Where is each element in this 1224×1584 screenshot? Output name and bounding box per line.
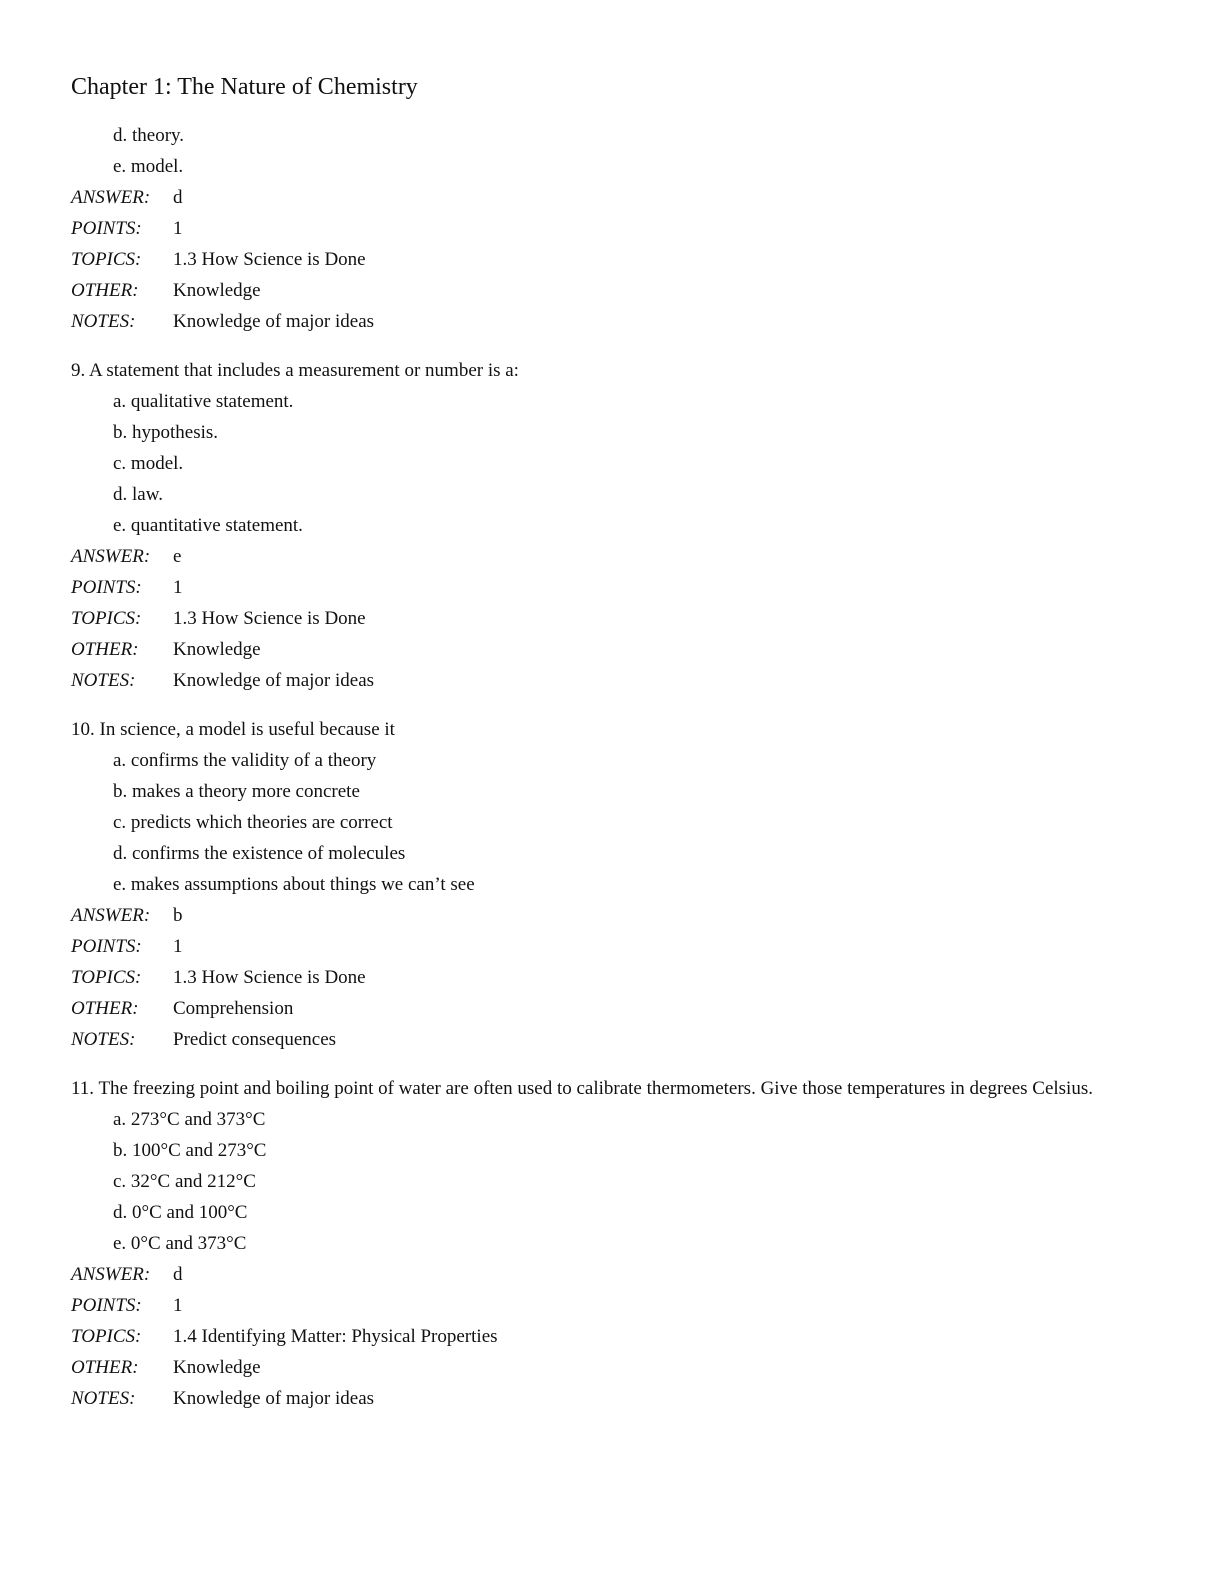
answer-choice: e. model. xyxy=(113,156,184,177)
answer-choice: e. quantitative statement. xyxy=(113,515,303,536)
answer-choice: c. 32°C and 212°C xyxy=(113,1171,256,1192)
meta-row xyxy=(71,1352,1151,1383)
question-10 xyxy=(71,718,1151,1055)
answer-choice: d. confirms the existence of molecules xyxy=(113,843,406,864)
meta-key: TOPICS: xyxy=(71,608,142,629)
meta-value: d xyxy=(173,187,183,208)
meta-key: OTHER: xyxy=(71,280,139,301)
meta-key: TOPICS: xyxy=(71,967,142,988)
meta-row xyxy=(71,1259,1151,1290)
answer-choice: b. hypothesis. xyxy=(113,422,219,443)
meta-value: 1.3 How Science is Done xyxy=(173,967,366,988)
meta-key: POINTS: xyxy=(71,936,142,957)
meta-row xyxy=(71,1024,1151,1055)
answer-choice: a. confirms the validity of a theory xyxy=(113,750,377,771)
answer-choice: b. makes a theory more concrete xyxy=(113,781,360,802)
document-page xyxy=(71,72,1151,1414)
answer-choice: b. 100°C and 273°C xyxy=(113,1140,267,1161)
meta-row xyxy=(71,182,1151,213)
meta-value: 1.3 How Science is Done xyxy=(173,249,366,270)
question-11 xyxy=(71,1077,1151,1414)
meta-value: d xyxy=(173,1264,183,1285)
meta-row xyxy=(71,541,1151,572)
meta-row xyxy=(71,603,1151,634)
meta-key: ANSWER: xyxy=(71,187,151,208)
meta-key: TOPICS: xyxy=(71,1326,142,1347)
meta-key: POINTS: xyxy=(71,218,142,239)
meta-value: b xyxy=(173,905,183,926)
answer-choice: a. 273°C and 373°C xyxy=(113,1109,266,1130)
chapter-title: Chapter 1: The Nature of Chemistry xyxy=(71,74,418,100)
question-stem: 11. The freezing point and boiling point of water are often used to calibrate thermometers. Give those temperatures in degrees Celsius. xyxy=(71,1078,1093,1099)
meta-key: OTHER: xyxy=(71,1357,139,1378)
meta-value: 1 xyxy=(173,577,183,598)
meta-value: Knowledge of major ideas xyxy=(173,670,375,691)
meta-key: NOTES: xyxy=(71,311,136,332)
meta-row xyxy=(71,900,1151,931)
answer-choice: e. 0°C and 373°C xyxy=(113,1233,247,1254)
meta-row xyxy=(71,244,1151,275)
meta-key: NOTES: xyxy=(71,1029,136,1050)
meta-row xyxy=(71,572,1151,603)
meta-key: OTHER: xyxy=(71,998,139,1019)
meta-key: OTHER: xyxy=(71,639,139,660)
meta-value: Knowledge of major ideas xyxy=(173,311,375,332)
meta-value: Knowledge of major ideas xyxy=(173,1388,375,1409)
meta-value: Knowledge xyxy=(173,280,261,301)
meta-value: Comprehension xyxy=(173,998,294,1019)
meta-key: ANSWER: xyxy=(71,1264,151,1285)
meta-key: NOTES: xyxy=(71,670,136,691)
meta-key: ANSWER: xyxy=(71,905,151,926)
meta-key: ANSWER: xyxy=(71,546,151,567)
meta-key: TOPICS: xyxy=(71,249,142,270)
meta-value: 1.3 How Science is Done xyxy=(173,608,366,629)
meta-key: NOTES: xyxy=(71,1388,136,1409)
meta-value: Predict consequences xyxy=(173,1029,337,1050)
question-9 xyxy=(71,359,1151,696)
answer-choice: c. predicts which theories are correct xyxy=(113,812,393,833)
question-stem: 9. A statement that includes a measurement or number is a: xyxy=(71,360,519,381)
meta-row xyxy=(71,1383,1151,1414)
question-8-continuation xyxy=(71,120,1151,337)
meta-value: e xyxy=(173,546,182,567)
meta-row xyxy=(71,1321,1151,1352)
meta-row xyxy=(71,993,1151,1024)
meta-value: 1 xyxy=(173,218,183,239)
meta-row xyxy=(71,931,1151,962)
meta-value: 1 xyxy=(173,936,183,957)
answer-choice: a. qualitative statement. xyxy=(113,391,294,412)
meta-row xyxy=(71,962,1151,993)
meta-row xyxy=(71,306,1151,337)
meta-value: 1.4 Identifying Matter: Physical Properties xyxy=(173,1326,498,1347)
answer-choice: d. 0°C and 100°C xyxy=(113,1202,248,1223)
meta-key: POINTS: xyxy=(71,1295,142,1316)
meta-value: 1 xyxy=(173,1295,183,1316)
meta-value: Knowledge xyxy=(173,639,261,660)
meta-row xyxy=(71,665,1151,696)
meta-key: POINTS: xyxy=(71,577,142,598)
meta-row xyxy=(71,213,1151,244)
answer-choice: d. law. xyxy=(113,484,163,505)
answer-choice: d. theory. xyxy=(113,125,185,146)
answer-choice: e. makes assumptions about things we can’t see xyxy=(113,874,475,895)
meta-row xyxy=(71,275,1151,306)
meta-row xyxy=(71,634,1151,665)
question-stem: 10. In science, a model is useful because it xyxy=(71,719,395,740)
answer-choice: c. model. xyxy=(113,453,184,474)
meta-value: Knowledge xyxy=(173,1357,261,1378)
meta-row xyxy=(71,1290,1151,1321)
